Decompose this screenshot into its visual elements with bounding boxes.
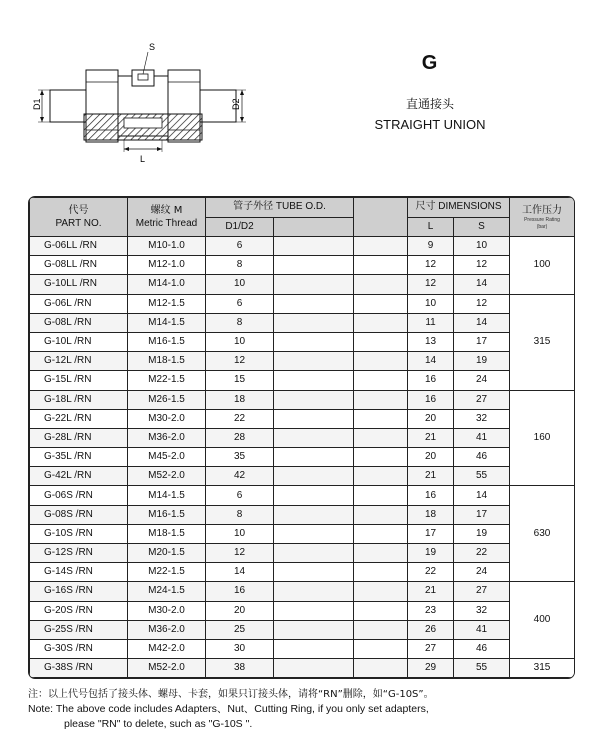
- cell-tube-od: 16: [206, 582, 274, 601]
- cell-tube-blank: [274, 390, 354, 409]
- cell-blank: [354, 659, 408, 678]
- cell-tube-blank: [274, 409, 354, 428]
- cell-tube-od: 25: [206, 620, 274, 639]
- cell-blank: [354, 237, 408, 256]
- cell-blank: [354, 467, 408, 486]
- table-row: [30, 448, 575, 467]
- label-d1: D1: [32, 98, 42, 110]
- note-en-line1: Note: The above code includes Adapters、Nut、Cutting Ring, if you only set adapters,: [28, 703, 429, 715]
- cell-tube-od: 8: [206, 505, 274, 524]
- cell-s: 19: [454, 352, 510, 371]
- cell-part-no: G-12S /RN: [30, 544, 128, 563]
- cell-l: 18: [408, 505, 454, 524]
- cell-s: 24: [454, 563, 510, 582]
- cell-tube-blank: [274, 639, 354, 658]
- cell-tube-od: 10: [206, 275, 274, 294]
- cell-part-no: G-25S /RN: [30, 620, 128, 639]
- cell-part-no: G-10LL /RN: [30, 275, 128, 294]
- cell-s: 12: [454, 294, 510, 313]
- fitting-drawing: [28, 30, 248, 170]
- cell-l: 17: [408, 524, 454, 543]
- cell-tube-od: 8: [206, 256, 274, 275]
- cell-tube-od: 6: [206, 237, 274, 256]
- cell-pressure: 315: [510, 659, 575, 678]
- cell-l: 9: [408, 237, 454, 256]
- cell-s: 22: [454, 544, 510, 563]
- cell-blank: [354, 332, 408, 351]
- cell-blank: [354, 486, 408, 505]
- cell-blank: [354, 275, 408, 294]
- cell-part-no: G-06L /RN: [30, 294, 128, 313]
- table-row: [30, 371, 575, 390]
- cell-tube-blank: [274, 428, 354, 447]
- cell-s: 19: [454, 524, 510, 543]
- cell-tube-od: 22: [206, 409, 274, 428]
- product-name-cn: 直通接头: [405, 97, 454, 111]
- cell-l: 22: [408, 563, 454, 582]
- cell-tube-od: 15: [206, 371, 274, 390]
- table-row: [30, 505, 575, 524]
- cell-blank: [354, 409, 408, 428]
- table-row: [30, 294, 575, 313]
- cell-tube-blank: [274, 294, 354, 313]
- cell-blank: [354, 352, 408, 371]
- table-row: [30, 524, 575, 543]
- cell-thread: M12-1.0: [128, 256, 206, 275]
- table-row: [30, 390, 575, 409]
- cell-tube-blank: [274, 582, 354, 601]
- cell-part-no: G-18L /RN: [30, 390, 128, 409]
- cell-s: 27: [454, 390, 510, 409]
- cell-s: 14: [454, 313, 510, 332]
- cell-thread: M26-1.5: [128, 390, 206, 409]
- cell-thread: M12-1.5: [128, 294, 206, 313]
- cell-l: 16: [408, 486, 454, 505]
- label-d2: D2: [231, 98, 241, 110]
- note-en-line2: please "RN" to delete, such as "G-10S ".: [64, 718, 253, 730]
- cell-l: 27: [408, 639, 454, 658]
- cell-blank: [354, 544, 408, 563]
- header-thread: 螺纹 M Metric Thread: [128, 198, 206, 237]
- product-heading: [350, 52, 510, 132]
- cell-tube-blank: [274, 275, 354, 294]
- table-row: [30, 486, 575, 505]
- cell-part-no: G-42L /RN: [30, 467, 128, 486]
- cell-tube-blank: [274, 332, 354, 351]
- series-code: G: [421, 52, 439, 74]
- table-row: [30, 467, 575, 486]
- cell-tube-od: 6: [206, 486, 274, 505]
- product-name-en: STRAIGHT UNION: [374, 117, 486, 132]
- cell-tube-blank: [274, 524, 354, 543]
- cell-s: 55: [454, 659, 510, 678]
- cell-l: 19: [408, 544, 454, 563]
- header-dimensions: 尺寸 DIMENSIONS: [408, 198, 510, 218]
- cell-blank: [354, 582, 408, 601]
- straight-union-drawing: [28, 30, 248, 170]
- cell-thread: M14-1.0: [128, 275, 206, 294]
- cell-tube-od: 28: [206, 428, 274, 447]
- cell-part-no: G-12L /RN: [30, 352, 128, 371]
- cell-tube-od: 18: [206, 390, 274, 409]
- cell-tube-od: 35: [206, 448, 274, 467]
- cell-part-no: G-16S /RN: [30, 582, 128, 601]
- cell-tube-blank: [274, 448, 354, 467]
- cell-part-no: G-10L /RN: [30, 332, 128, 351]
- cell-tube-od: 14: [206, 563, 274, 582]
- cell-tube-od: 8: [206, 313, 274, 332]
- cell-thread: M16-1.5: [128, 505, 206, 524]
- cell-thread: M45-2.0: [128, 448, 206, 467]
- label-s: S: [149, 42, 156, 52]
- cell-s: 12: [454, 256, 510, 275]
- cell-pressure: 315: [510, 294, 575, 390]
- cell-l: 21: [408, 582, 454, 601]
- cell-blank: [354, 390, 408, 409]
- cell-tube-blank: [274, 313, 354, 332]
- cell-l: 20: [408, 409, 454, 428]
- table-row: [30, 659, 575, 678]
- cell-tube-od: 6: [206, 294, 274, 313]
- cell-part-no: G-38S /RN: [30, 659, 128, 678]
- cell-tube-od: 12: [206, 352, 274, 371]
- cell-tube-od: 42: [206, 467, 274, 486]
- cell-l: 16: [408, 390, 454, 409]
- cell-tube-blank: [274, 620, 354, 639]
- cell-thread: M14-1.5: [128, 313, 206, 332]
- table-row: [30, 563, 575, 582]
- cell-tube-blank: [274, 486, 354, 505]
- cell-part-no: G-14S /RN: [30, 563, 128, 582]
- table-row: [30, 313, 575, 332]
- table-row: [30, 352, 575, 371]
- cell-s: 46: [454, 639, 510, 658]
- cell-tube-od: 10: [206, 332, 274, 351]
- cell-thread: M42-2.0: [128, 639, 206, 658]
- table-row: [30, 601, 575, 620]
- table-row: [30, 582, 575, 601]
- header-d1-d2: D1/D2: [206, 217, 274, 237]
- cell-part-no: G-06LL /RN: [30, 237, 128, 256]
- table-row: [30, 332, 575, 351]
- table-row: [30, 544, 575, 563]
- cell-tube-blank: [274, 352, 354, 371]
- cell-part-no: G-22L /RN: [30, 409, 128, 428]
- cell-l: 26: [408, 620, 454, 639]
- cell-s: 17: [454, 505, 510, 524]
- cell-l: 10: [408, 294, 454, 313]
- header-pressure: 工作压力 Pressure Rating (bar): [510, 198, 575, 237]
- cell-part-no: G-30S /RN: [30, 639, 128, 658]
- note-cn: 注：以上代号包括了接头体、螺母、卡套，如果只订接头体，请将“RN”删除，如“G-10S”。: [28, 689, 434, 700]
- cell-blank: [354, 563, 408, 582]
- cell-tube-blank: [274, 371, 354, 390]
- cell-blank: [354, 428, 408, 447]
- cell-thread: M10-1.0: [128, 237, 206, 256]
- cell-tube-blank: [274, 505, 354, 524]
- cell-thread: M30-2.0: [128, 409, 206, 428]
- cell-blank: [354, 524, 408, 543]
- cell-thread: M52-2.0: [128, 659, 206, 678]
- cell-blank: [354, 294, 408, 313]
- cell-s: 14: [454, 486, 510, 505]
- table-body: [30, 237, 575, 678]
- cell-tube-od: 30: [206, 639, 274, 658]
- cell-thread: M14-1.5: [128, 486, 206, 505]
- cell-s: 14: [454, 275, 510, 294]
- table-row: [30, 639, 575, 658]
- cell-thread: M52-2.0: [128, 467, 206, 486]
- table-row: [30, 237, 575, 256]
- cell-blank: [354, 371, 408, 390]
- specification-table: [28, 196, 575, 679]
- cell-thread: M30-2.0: [128, 601, 206, 620]
- cell-tube-blank: [274, 256, 354, 275]
- cell-s: 32: [454, 601, 510, 620]
- cell-thread: M16-1.5: [128, 332, 206, 351]
- cell-part-no: G-15L /RN: [30, 371, 128, 390]
- cell-s: 41: [454, 428, 510, 447]
- cell-pressure: 630: [510, 486, 575, 582]
- table-row: [30, 620, 575, 639]
- cell-part-no: G-08LL /RN: [30, 256, 128, 275]
- header-l: L: [408, 217, 454, 237]
- cell-thread: M22-1.5: [128, 563, 206, 582]
- cell-part-no: G-08L /RN: [30, 313, 128, 332]
- table-row: [30, 409, 575, 428]
- header-tube-blank: [274, 217, 354, 237]
- cell-part-no: G-08S /RN: [30, 505, 128, 524]
- cell-blank: [354, 313, 408, 332]
- cell-l: 11: [408, 313, 454, 332]
- cell-part-no: G-20S /RN: [30, 601, 128, 620]
- cell-tube-blank: [274, 563, 354, 582]
- cell-tube-blank: [274, 659, 354, 678]
- cell-blank: [354, 639, 408, 658]
- cell-tube-blank: [274, 467, 354, 486]
- cell-thread: M18-1.5: [128, 352, 206, 371]
- cell-l: 14: [408, 352, 454, 371]
- cell-blank: [354, 505, 408, 524]
- cell-tube-blank: [274, 544, 354, 563]
- cell-blank: [354, 256, 408, 275]
- cell-part-no: G-10S /RN: [30, 524, 128, 543]
- cell-blank: [354, 448, 408, 467]
- cell-tube-od: 10: [206, 524, 274, 543]
- cell-l: 12: [408, 256, 454, 275]
- header-s: S: [454, 217, 510, 237]
- cell-part-no: G-28L /RN: [30, 428, 128, 447]
- cell-l: 23: [408, 601, 454, 620]
- cell-tube-od: 12: [206, 544, 274, 563]
- table-row: [30, 428, 575, 447]
- header-tube-od: 管子外径 TUBE O.D.: [206, 198, 354, 218]
- cell-pressure: 100: [510, 237, 575, 295]
- cell-thread: M22-1.5: [128, 371, 206, 390]
- cell-thread: M36-2.0: [128, 428, 206, 447]
- cell-l: 16: [408, 371, 454, 390]
- cell-s: 41: [454, 620, 510, 639]
- cell-s: 46: [454, 448, 510, 467]
- cell-pressure: 160: [510, 390, 575, 486]
- cell-s: 27: [454, 582, 510, 601]
- cell-s: 55: [454, 467, 510, 486]
- cell-thread: M20-1.5: [128, 544, 206, 563]
- cell-s: 32: [454, 409, 510, 428]
- cell-s: 10: [454, 237, 510, 256]
- cell-s: 17: [454, 332, 510, 351]
- cell-s: 24: [454, 371, 510, 390]
- cell-part-no: G-35L /RN: [30, 448, 128, 467]
- cell-thread: M36-2.0: [128, 620, 206, 639]
- cell-l: 13: [408, 332, 454, 351]
- cell-thread: M24-1.5: [128, 582, 206, 601]
- cell-tube-od: 20: [206, 601, 274, 620]
- cell-part-no: G-06S /RN: [30, 486, 128, 505]
- footnote: [28, 687, 573, 732]
- header-part-no: 代号 PART NO.: [30, 198, 128, 237]
- cell-tube-od: 38: [206, 659, 274, 678]
- cell-tube-blank: [274, 601, 354, 620]
- cell-blank: [354, 601, 408, 620]
- cell-blank: [354, 620, 408, 639]
- cell-l: 29: [408, 659, 454, 678]
- table-row: [30, 256, 575, 275]
- cell-tube-blank: [274, 237, 354, 256]
- cell-l: 21: [408, 467, 454, 486]
- header-blank: [354, 198, 408, 237]
- label-l: L: [140, 154, 146, 164]
- table-row: [30, 275, 575, 294]
- cell-l: 12: [408, 275, 454, 294]
- cell-pressure: 400: [510, 582, 575, 659]
- cell-l: 21: [408, 428, 454, 447]
- cell-l: 20: [408, 448, 454, 467]
- cell-thread: M18-1.5: [128, 524, 206, 543]
